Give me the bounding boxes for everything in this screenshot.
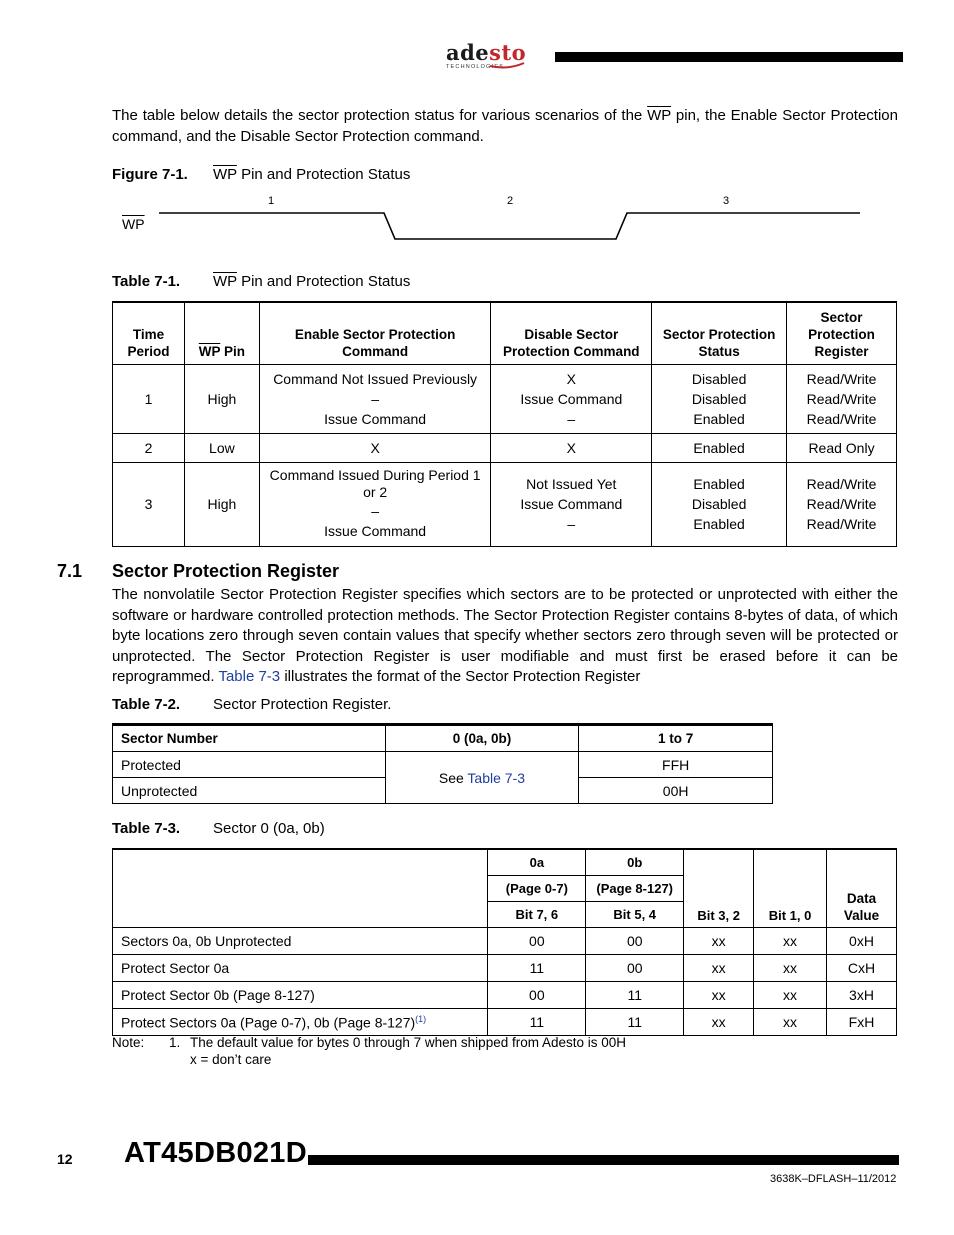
cell-disable bbox=[491, 364, 652, 433]
cell-0a: 00 bbox=[488, 928, 586, 955]
header-protection-status: Sector Protection Status bbox=[652, 302, 787, 364]
cell-enable bbox=[259, 462, 491, 546]
cell-status bbox=[652, 462, 787, 546]
cell-line: Command Issued During Period 1 or 2 bbox=[269, 467, 481, 500]
table-row bbox=[113, 982, 897, 1009]
logo-word-2: sto bbox=[489, 40, 527, 65]
cell-line: Not Issued Yet bbox=[526, 476, 617, 492]
sector0-table bbox=[112, 848, 897, 1036]
logo-swoosh-icon bbox=[446, 60, 530, 70]
cell-data-value: 3xH bbox=[827, 982, 897, 1009]
see-text: See bbox=[438, 769, 468, 786]
header-0a: 0a bbox=[488, 849, 586, 876]
cell-line: Read/Write bbox=[806, 390, 877, 407]
table-row bbox=[113, 1009, 897, 1036]
cell-line: – bbox=[567, 516, 576, 532]
section-title: Sector Protection Register bbox=[112, 561, 340, 581]
cell-line: Enabled bbox=[693, 410, 745, 427]
product-title: AT45DB021D bbox=[124, 1137, 307, 1169]
figure-wp: $\overline{WP}$ bbox=[213, 166, 237, 183]
table73-label: Table 7-3. bbox=[112, 820, 181, 837]
cell-bit32: xx bbox=[684, 982, 754, 1009]
document-code: 3638K–DFLASH–11/2012 bbox=[770, 1173, 897, 1185]
cell-wp: High bbox=[184, 462, 259, 546]
header-sector-0: 0 (0a, 0b) bbox=[385, 725, 579, 752]
cell-line: Read/Write bbox=[806, 496, 877, 512]
cell-0a: 00 bbox=[488, 982, 586, 1009]
cell-line: Disabled bbox=[691, 496, 747, 512]
period-label-2: 2 bbox=[507, 195, 514, 207]
cell-disable: X bbox=[491, 433, 652, 462]
intro-text-1: The table below details the sector protection status for various scenarios of the bbox=[112, 107, 648, 124]
cell-desc bbox=[113, 1009, 488, 1036]
cell-time: 3 bbox=[113, 462, 185, 546]
cell-line: Enabled bbox=[693, 516, 745, 532]
table73-link[interactable]: Table 7-3 bbox=[218, 668, 281, 685]
table-row bbox=[113, 364, 897, 433]
cell-register: Read Only bbox=[787, 433, 897, 462]
table-row bbox=[113, 928, 897, 955]
table73-caption bbox=[112, 820, 325, 837]
cell-line: X bbox=[566, 370, 576, 387]
cell-0b: 00 bbox=[586, 928, 684, 955]
cell-0b: 11 bbox=[586, 982, 684, 1009]
header-bar bbox=[555, 52, 903, 62]
section-paragraph bbox=[112, 585, 898, 688]
cell-line: Disabled bbox=[691, 390, 747, 407]
section-text-1: The nonvolatile Sector Protection Register specifies which sectors are to be protected or unprotected with either the software or hardware controlled protection methods. The Sector Protection Register contains 8-bytes of data, of which byte locations zero through seven contain values that specify whether sectors zero through seven will be protected or unprotected. The Sector Protection Register is user modifiable and must first be erased before it can be reprogrammed. bbox=[112, 586, 898, 685]
cell-time: 2 bbox=[113, 433, 185, 462]
header-sector-1-7: 1 to 7 bbox=[579, 725, 773, 752]
page-number: 12 bbox=[57, 1151, 73, 1167]
cell-enable bbox=[259, 364, 491, 433]
cell-register bbox=[787, 462, 897, 546]
cell-value: 00H bbox=[579, 778, 773, 804]
header-sector-number: Sector Number bbox=[113, 725, 386, 752]
cell-line: Read/Write bbox=[806, 410, 877, 427]
cell-line: – bbox=[371, 503, 380, 519]
table-row bbox=[113, 955, 897, 982]
table71-wp: $\overline{WP}$ bbox=[213, 273, 237, 290]
cell-0b: 00 bbox=[586, 955, 684, 982]
cell-bit10: xx bbox=[754, 955, 827, 982]
cell-desc: Sectors 0a, 0b Unprotected bbox=[113, 928, 488, 955]
section-text-2: illustrates the format of the Sector Protection Register bbox=[280, 668, 641, 685]
cell-data-value: CxH bbox=[827, 955, 897, 982]
cell-desc-text: Protect Sectors 0a (Page 0-7), 0b (Page 8-127) bbox=[121, 1014, 416, 1031]
cell-data-value: 0xH bbox=[827, 928, 897, 955]
figure-title: Pin and Protection Status bbox=[236, 166, 411, 183]
cell-bit10: xx bbox=[754, 982, 827, 1009]
table72-label: Table 7-2. bbox=[112, 696, 181, 713]
header-blank bbox=[113, 849, 488, 928]
cell-bit32: xx bbox=[684, 1009, 754, 1036]
cell-line: Issue Command bbox=[520, 496, 623, 512]
header-wp-pin-wp: $\overline{WP}$ bbox=[198, 343, 221, 359]
wp-protection-table bbox=[112, 301, 897, 547]
intro-text-2: pin, the Enable Sector Protection command, and the Disable Sector Protection command. bbox=[112, 107, 898, 145]
period-label-3: 3 bbox=[723, 195, 730, 207]
figure-label: Figure 7-1. bbox=[112, 166, 188, 183]
header-bits-0a: Bit 7, 6 bbox=[488, 902, 586, 928]
cell-0a: 11 bbox=[488, 955, 586, 982]
cell-line: – bbox=[371, 390, 380, 407]
table73-title: Sector 0 (0a, 0b) bbox=[213, 820, 325, 837]
table72-caption bbox=[112, 696, 391, 713]
cell-0a: 11 bbox=[488, 1009, 586, 1036]
cell-0b: 11 bbox=[586, 1009, 684, 1036]
cell-status: Enabled bbox=[652, 433, 787, 462]
table71-label: Table 7-1. bbox=[112, 273, 181, 290]
table-note bbox=[112, 1034, 626, 1068]
cell-data-value: FxH bbox=[827, 1009, 897, 1036]
section-number: 7.1 bbox=[57, 561, 83, 581]
figure-caption bbox=[112, 166, 410, 183]
footer-bar bbox=[308, 1155, 899, 1165]
cell-sector-name: Protected bbox=[113, 752, 386, 778]
adesto-logo bbox=[446, 42, 530, 76]
header-page-0a: (Page 0-7) bbox=[488, 876, 586, 902]
sector-protection-register-table bbox=[112, 723, 773, 804]
cell-value: FFH bbox=[579, 752, 773, 778]
header-protection-register: Sector Protection Register bbox=[787, 302, 897, 364]
cell-line: Enabled bbox=[693, 476, 745, 492]
header-time-period: Time Period bbox=[113, 302, 185, 364]
cell-disable bbox=[491, 462, 652, 546]
header-wp-pin bbox=[184, 302, 259, 364]
waveform-line bbox=[112, 192, 872, 252]
cell-line: Issue Command bbox=[324, 410, 427, 427]
cell-line: Read/Write bbox=[806, 516, 877, 532]
cell-desc: Protect Sector 0b (Page 8-127) bbox=[113, 982, 488, 1009]
header-bit10: Bit 1, 0 bbox=[754, 849, 827, 928]
cell-time: 1 bbox=[113, 364, 185, 433]
cell-bit10: xx bbox=[754, 1009, 827, 1036]
cell-wp: High bbox=[184, 364, 259, 433]
see-table73-link[interactable]: Table 7-3 bbox=[467, 769, 526, 786]
cell-line: Issue Command bbox=[520, 390, 623, 407]
waveform-signal-label: $\overline{WP}$ bbox=[122, 216, 145, 232]
intro-paragraph bbox=[112, 106, 898, 147]
cell-sector-name: Unprotected bbox=[113, 778, 386, 804]
note-line-1: The default value for bytes 0 through 7 when shipped from Adesto is 00H bbox=[190, 1035, 627, 1050]
wp-waveform-figure bbox=[112, 192, 872, 252]
table-row bbox=[113, 433, 897, 462]
period-label-1: 1 bbox=[268, 195, 275, 207]
logo-word-1: ade bbox=[446, 40, 490, 65]
footnote-1-link[interactable]: (1) bbox=[415, 1013, 427, 1024]
header-disable-command: Disable Sector Protection Command bbox=[491, 302, 652, 364]
table71-caption bbox=[112, 273, 410, 290]
header-bits-0b: Bit 5, 4 bbox=[586, 902, 684, 928]
header-page-0b: (Page 8-127) bbox=[586, 876, 684, 902]
cell-bit32: xx bbox=[684, 928, 754, 955]
header-data-value: Data Value bbox=[827, 849, 897, 928]
cell-line: Command Not Issued Previously bbox=[273, 370, 478, 387]
cell-line: Disabled bbox=[691, 370, 747, 387]
header-enable-command: Enable Sector Protection Command bbox=[259, 302, 491, 364]
table-row bbox=[113, 462, 897, 546]
cell-line: – bbox=[567, 410, 576, 427]
cell-see-table bbox=[385, 752, 579, 804]
cell-wp: Low bbox=[184, 433, 259, 462]
note-number: 1. bbox=[169, 1035, 181, 1050]
cell-register bbox=[787, 364, 897, 433]
header-wp-pin-rest: Pin bbox=[220, 343, 246, 359]
table72-title: Sector Protection Register. bbox=[213, 696, 392, 713]
note-label: Note: bbox=[112, 1035, 145, 1050]
table-row bbox=[113, 752, 773, 778]
header-bit32: Bit 3, 2 bbox=[684, 849, 754, 928]
intro-wp: $\overline{WP}$ bbox=[647, 107, 672, 124]
table71-title: Pin and Protection Status bbox=[236, 273, 411, 290]
cell-desc: Protect Sector 0a bbox=[113, 955, 488, 982]
header-0b: 0b bbox=[586, 849, 684, 876]
note-line-2: x = don’t care bbox=[190, 1052, 272, 1067]
cell-enable: X bbox=[259, 433, 491, 462]
cell-line: Read/Write bbox=[806, 476, 877, 492]
section-heading bbox=[57, 561, 339, 582]
logo-subtitle: TECHNOLOGIES bbox=[446, 64, 505, 70]
cell-bit32: xx bbox=[684, 955, 754, 982]
cell-line: Read/Write bbox=[806, 370, 877, 387]
cell-line: Issue Command bbox=[324, 523, 427, 539]
cell-bit10: xx bbox=[754, 928, 827, 955]
cell-status bbox=[652, 364, 787, 433]
